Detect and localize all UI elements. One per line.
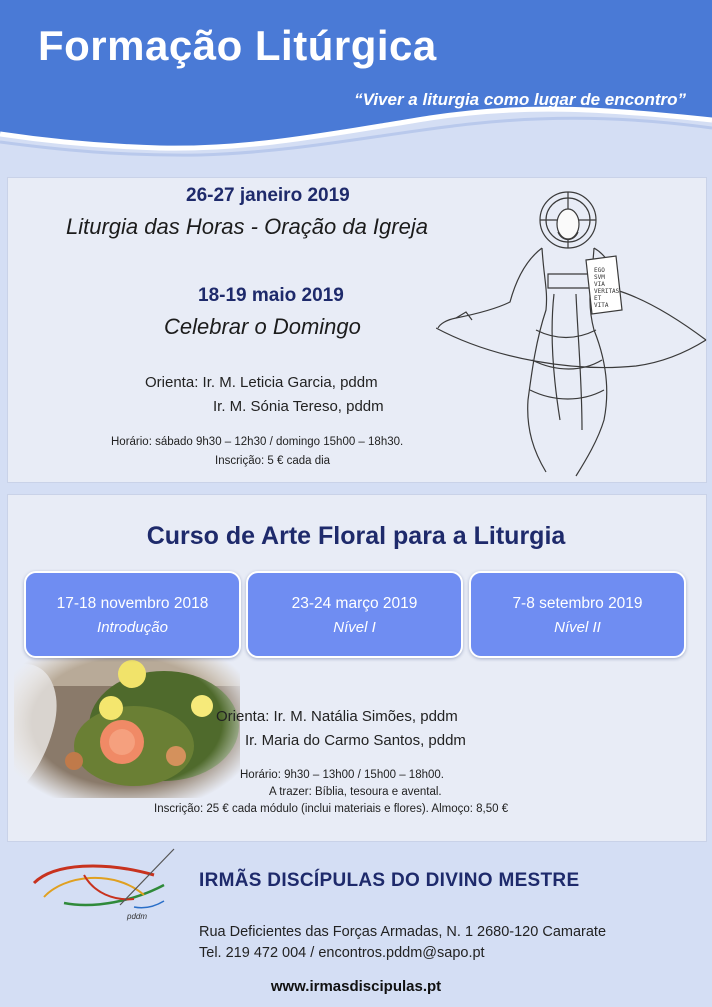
page-title: Formação Litúrgica	[38, 22, 437, 69]
module-card-level-2	[469, 571, 686, 658]
module-level: Nível I	[333, 619, 376, 636]
address: Rua Deficientes das Forças Armadas, N. 1 2680-120 Camarate	[199, 924, 607, 940]
floral-schedule: Horário: 9h30 – 13h00 / 15h00 – 18h00.	[240, 769, 444, 781]
header-banner	[0, 0, 712, 165]
module-date: 7-8 setembro 2019	[512, 595, 643, 612]
organization-name: IRMÃS DISCÍPULAS DO DIVINO MESTRE	[199, 870, 580, 891]
module-level: Nível II	[554, 619, 601, 636]
book-text-1: EGO	[594, 267, 605, 274]
liturgy-fee: Inscrição: 5 € cada dia	[215, 455, 331, 467]
book-text-5: ET	[594, 295, 602, 302]
module-level: Introdução	[97, 619, 168, 636]
book-text-3: VIA	[594, 281, 605, 288]
floral-bring: A trazer: Bíblia, tesoura e avental.	[269, 786, 442, 798]
floral-fee: Inscrição: 25 € cada módulo (inclui materiais e flores). Almoço: 8,50 €	[154, 803, 509, 815]
floral-leader-1: Orienta: Ir. M. Natália Simões, pddm	[216, 708, 458, 725]
module-date: 17-18 novembro 2018	[56, 595, 209, 612]
christ-pantocrator-illustration	[436, 190, 708, 480]
pddm-logo-icon	[24, 845, 184, 927]
module-card-level-1	[246, 571, 463, 658]
page-subtitle: “Viver a liturgia como lugar de encontro”	[354, 90, 686, 109]
contact-info: Tel. 219 472 004 / encontros.pddm@sapo.pt	[199, 945, 485, 961]
book-text-2: SVM	[594, 274, 605, 281]
liturgy-leader-2: Ir. M. Sónia Tereso, pddm	[213, 398, 384, 415]
module-card-intro	[24, 571, 241, 658]
liturgy-leader-1: Orienta: Ir. M. Leticia Garcia, pddm	[145, 374, 378, 391]
floral-course-title: Curso de Arte Floral para a Liturgia	[146, 522, 566, 550]
module-date: 23-24 março 2019	[291, 595, 418, 612]
website-link[interactable]: www.irmasdiscipulas.pt	[270, 978, 442, 995]
book-text-4: VERITAS	[594, 288, 620, 295]
flower-arrangement-photo	[14, 646, 240, 798]
event2-title: Celebrar o Domingo	[164, 314, 361, 339]
logo-text: pddm	[127, 912, 148, 921]
book-text-6: VITA	[594, 302, 609, 309]
liturgy-schedule: Horário: sábado 9h30 – 12h30 / domingo 15h00 – 18h30.	[111, 436, 404, 448]
event1-title: Liturgia das Horas - Oração da Igreja	[66, 214, 428, 239]
event1-date: 26-27 janeiro 2019	[186, 185, 350, 206]
floral-leader-2: Ir. Maria do Carmo Santos, pddm	[245, 732, 466, 749]
event2-date: 18-19 maio 2019	[198, 285, 344, 306]
